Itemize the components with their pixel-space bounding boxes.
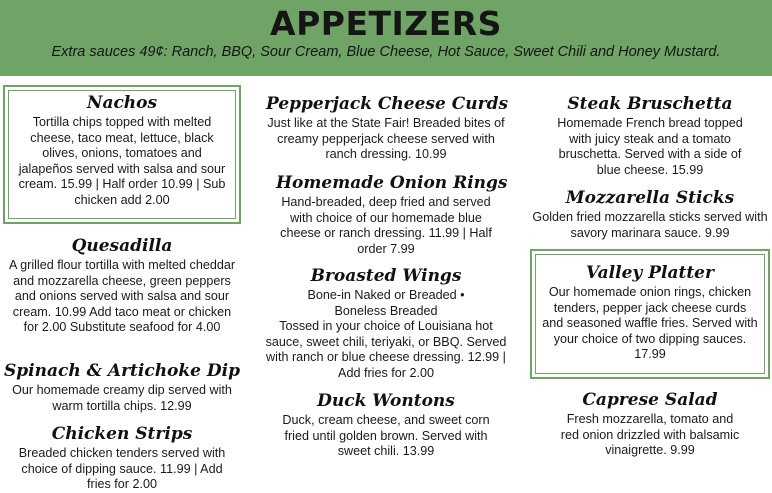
item-name: Spinach & Artichoke Dip [4, 361, 240, 381]
menu-item-spinach-dip [4, 361, 240, 414]
item-description: Golden fried mozzarella sticks served with savory marinara sauce. 9.99 [532, 210, 768, 240]
item-name: Duck Wontons [317, 391, 455, 411]
menu-item-valley-platter [542, 263, 758, 363]
item-description: Fresh mozzarella, tomato and red onion drizzled with balsamic vinaigrette. 9.99 [560, 412, 740, 458]
item-name: Pepperjack Cheese Curds [266, 94, 509, 114]
wings-boneless-line: Boneless Breaded [334, 303, 438, 318]
item-description: Homemade French bread topped with juicy steak and a tomato bruschetta. Served with a side of blue cheese. 15.99 [557, 116, 743, 177]
menu-item-duck-wontons [276, 391, 496, 460]
item-name: Quesadilla [71, 236, 173, 256]
menu-item-steak-bruschetta [546, 94, 754, 178]
menu-item-quesadilla [4, 236, 240, 336]
item-description: Our homemade onion rings, chicken tenders, pepper jack cheese curds and seasoned waffle fries. Served with your choice of two dipping sauces. 17.99 [542, 285, 758, 362]
menu-item-chicken-strips [14, 424, 230, 493]
item-description: Hand-breaded, deep fried and served with choice of our homemade blue cheese or ranch dressing. 11.99 | Half order 7.99 [280, 195, 492, 256]
item-name: Caprese Salad [582, 390, 718, 410]
item-name: Steak Bruschetta [567, 94, 733, 114]
menu-item-caprese-salad [556, 390, 744, 459]
item-name: Broasted Wings [310, 266, 462, 286]
item-name: Nachos [86, 93, 158, 113]
item-name: Homemade Onion Rings [276, 173, 508, 193]
item-description: Tortilla chips topped with melted cheese, taco meat, lettuce, black olives, onions, tomatoes and jalapeños served with salsa and sour cream. 15.99 | Half order 10.99 | Sub chicken add 2.00 [18, 115, 226, 207]
item-name: Chicken Strips [51, 424, 193, 444]
item-name: Valley Platter [586, 263, 714, 283]
menu-item-nachos [18, 93, 226, 209]
item-description: Duck, cream cheese, and sweet corn fried until golden brown. Served with sweet chili. 13.99 [282, 413, 490, 459]
extra-sauces-note: Extra sauces 49¢: Ranch, BBQ, Sour Cream, Blue Cheese, Hot Sauce, Sweet Chili and Honey Mustard. [51, 44, 721, 60]
item-description: A grilled flour tortilla with melted cheddar and mozzarella cheese, green peppers and onions served with salsa and sour cream. 10.99 Add taco meat or chicken for 2.00 Substitute seafood for 4.00 [8, 258, 236, 335]
wings-sauce-line: Tossed in your choice of Louisiana hot sauce, sweet chili, teriyaki, or BBQ. Served with ranch or blue cheese dressing. 12.99 | Add fries for 2.00 [265, 319, 507, 380]
item-description: Just like at the State Fair! Breaded bites of creamy pepperjack cheese served with ranch dressing. 10.99 [267, 116, 505, 162]
menu-item-mozzarella-sticks [530, 188, 770, 241]
page-title: APPETIZERS [270, 4, 502, 43]
item-description [262, 288, 510, 382]
wings-style-line: Bone-in Naked or Breaded • [307, 288, 465, 302]
item-name: Mozzarella Sticks [565, 188, 735, 208]
item-description: Breaded chicken tenders served with choice of dipping sauce. 11.99 | Add fries for 2.00 [18, 446, 226, 492]
menu-item-onion-rings [276, 173, 508, 257]
header-banner [0, 0, 772, 76]
item-description: Our homemade creamy dip served with warm tortilla chips. 12.99 [12, 383, 232, 413]
menu-item-cheese-curds [266, 94, 509, 163]
menu-item-broasted-wings [262, 266, 510, 382]
